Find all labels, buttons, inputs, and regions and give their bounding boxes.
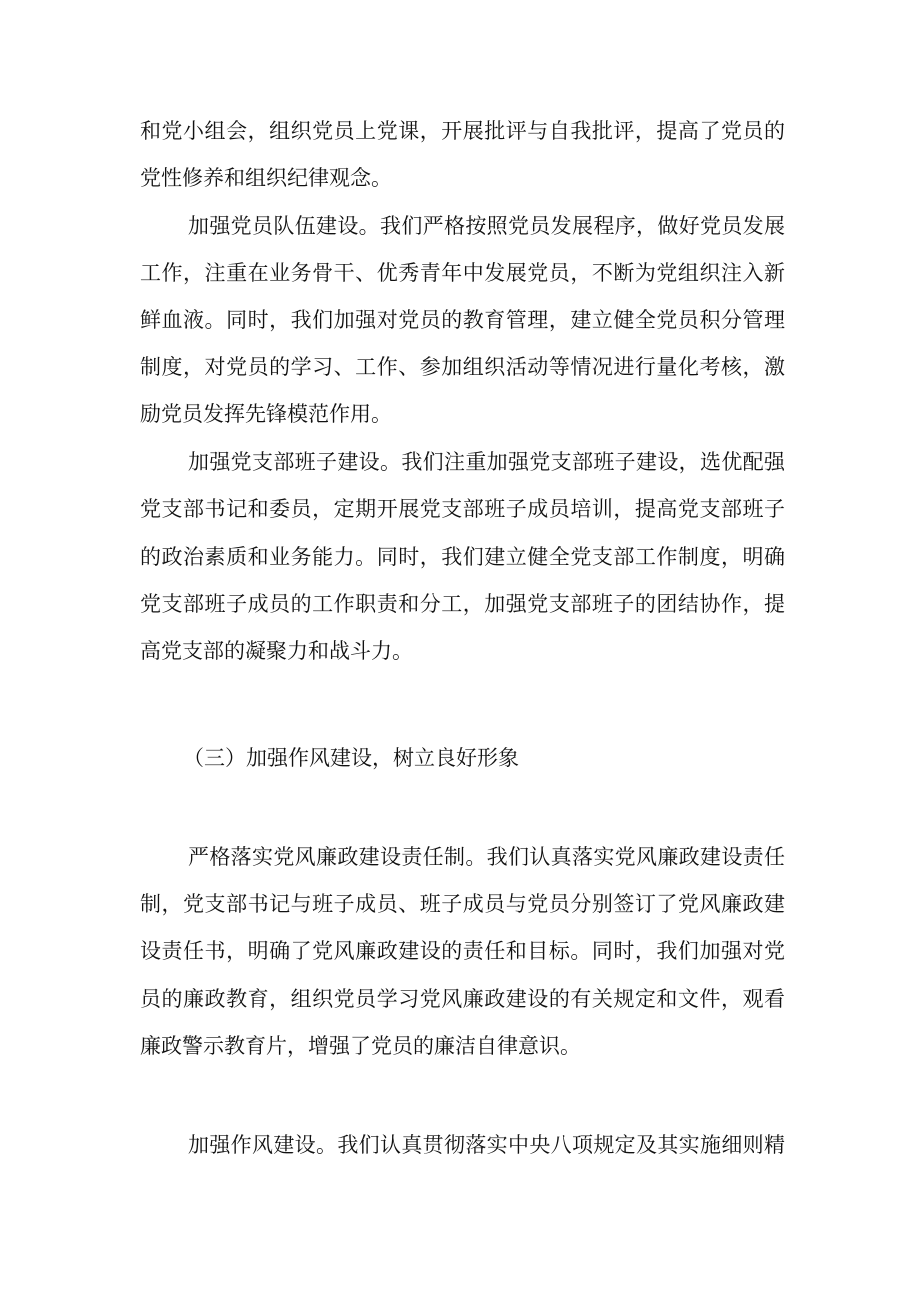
paragraph-3-line-1: 加强党支部班子建设。我们注重加强党支部班子建设，选优配强 xyxy=(188,450,785,474)
paragraph-1-line-2: 党性修养和组织纪律观念。 xyxy=(140,166,392,190)
paragraph-3-line-3: 的政治素质和业务能力。同时，我们建立健全党支部工作制度，明确 xyxy=(140,545,785,569)
paragraph-2-line-3: 鲜血液。同时，我们加强对党员的教育管理，建立健全党员积分管理 xyxy=(140,308,785,332)
paragraph-3-line-4: 党支部班子成员的工作职责和分工，加强党支部班子的团结协作，提 xyxy=(140,592,785,616)
paragraph-4-line-3: 设责任书，明确了党风廉政建设的责任和目标。同时，我们加强对党 xyxy=(140,939,785,963)
paragraph-2-line-4: 制度，对党员的学习、工作、参加组织活动等情况进行量化考核，激 xyxy=(140,355,785,379)
paragraph-4-line-5: 廉政警示教育片，增强了党员的廉洁自律意识。 xyxy=(140,1034,581,1058)
paragraph-3-line-2: 党支部书记和委员，定期开展党支部班子成员培训，提高党支部班子 xyxy=(140,497,785,521)
paragraph-3-line-5: 高党支部的凝聚力和战斗力。 xyxy=(140,639,413,663)
paragraph-2-line-1: 加强党员队伍建设。我们严格按照党员发展程序，做好党员发展 xyxy=(188,214,785,238)
paragraph-2-line-2: 工作，注重在业务骨干、优秀青年中发展党员，不断为党组织注入新 xyxy=(140,261,785,285)
paragraph-2-line-5: 励党员发挥先锋模范作用。 xyxy=(140,402,392,426)
paragraph-5-line-1: 加强作风建设。我们认真贯彻落实中央八项规定及其实施细则精 xyxy=(188,1133,785,1157)
paragraph-1-line-1: 和党小组会，组织党员上党课，开展批评与自我批评，提高了党员的 xyxy=(140,119,785,143)
paragraph-4-line-2: 制，党支部书记与班子成员、班子成员与党员分别签订了党风廉政建 xyxy=(140,892,785,916)
section-heading: （三）加强作风建设，树立良好形象 xyxy=(183,746,519,770)
paragraph-4-line-4: 员的廉政教育，组织党员学习党风廉政建设的有关规定和文件，观看 xyxy=(140,987,785,1011)
paragraph-4-line-1: 严格落实党风廉政建设责任制。我们认真落实党风廉政建设责任 xyxy=(188,845,785,869)
